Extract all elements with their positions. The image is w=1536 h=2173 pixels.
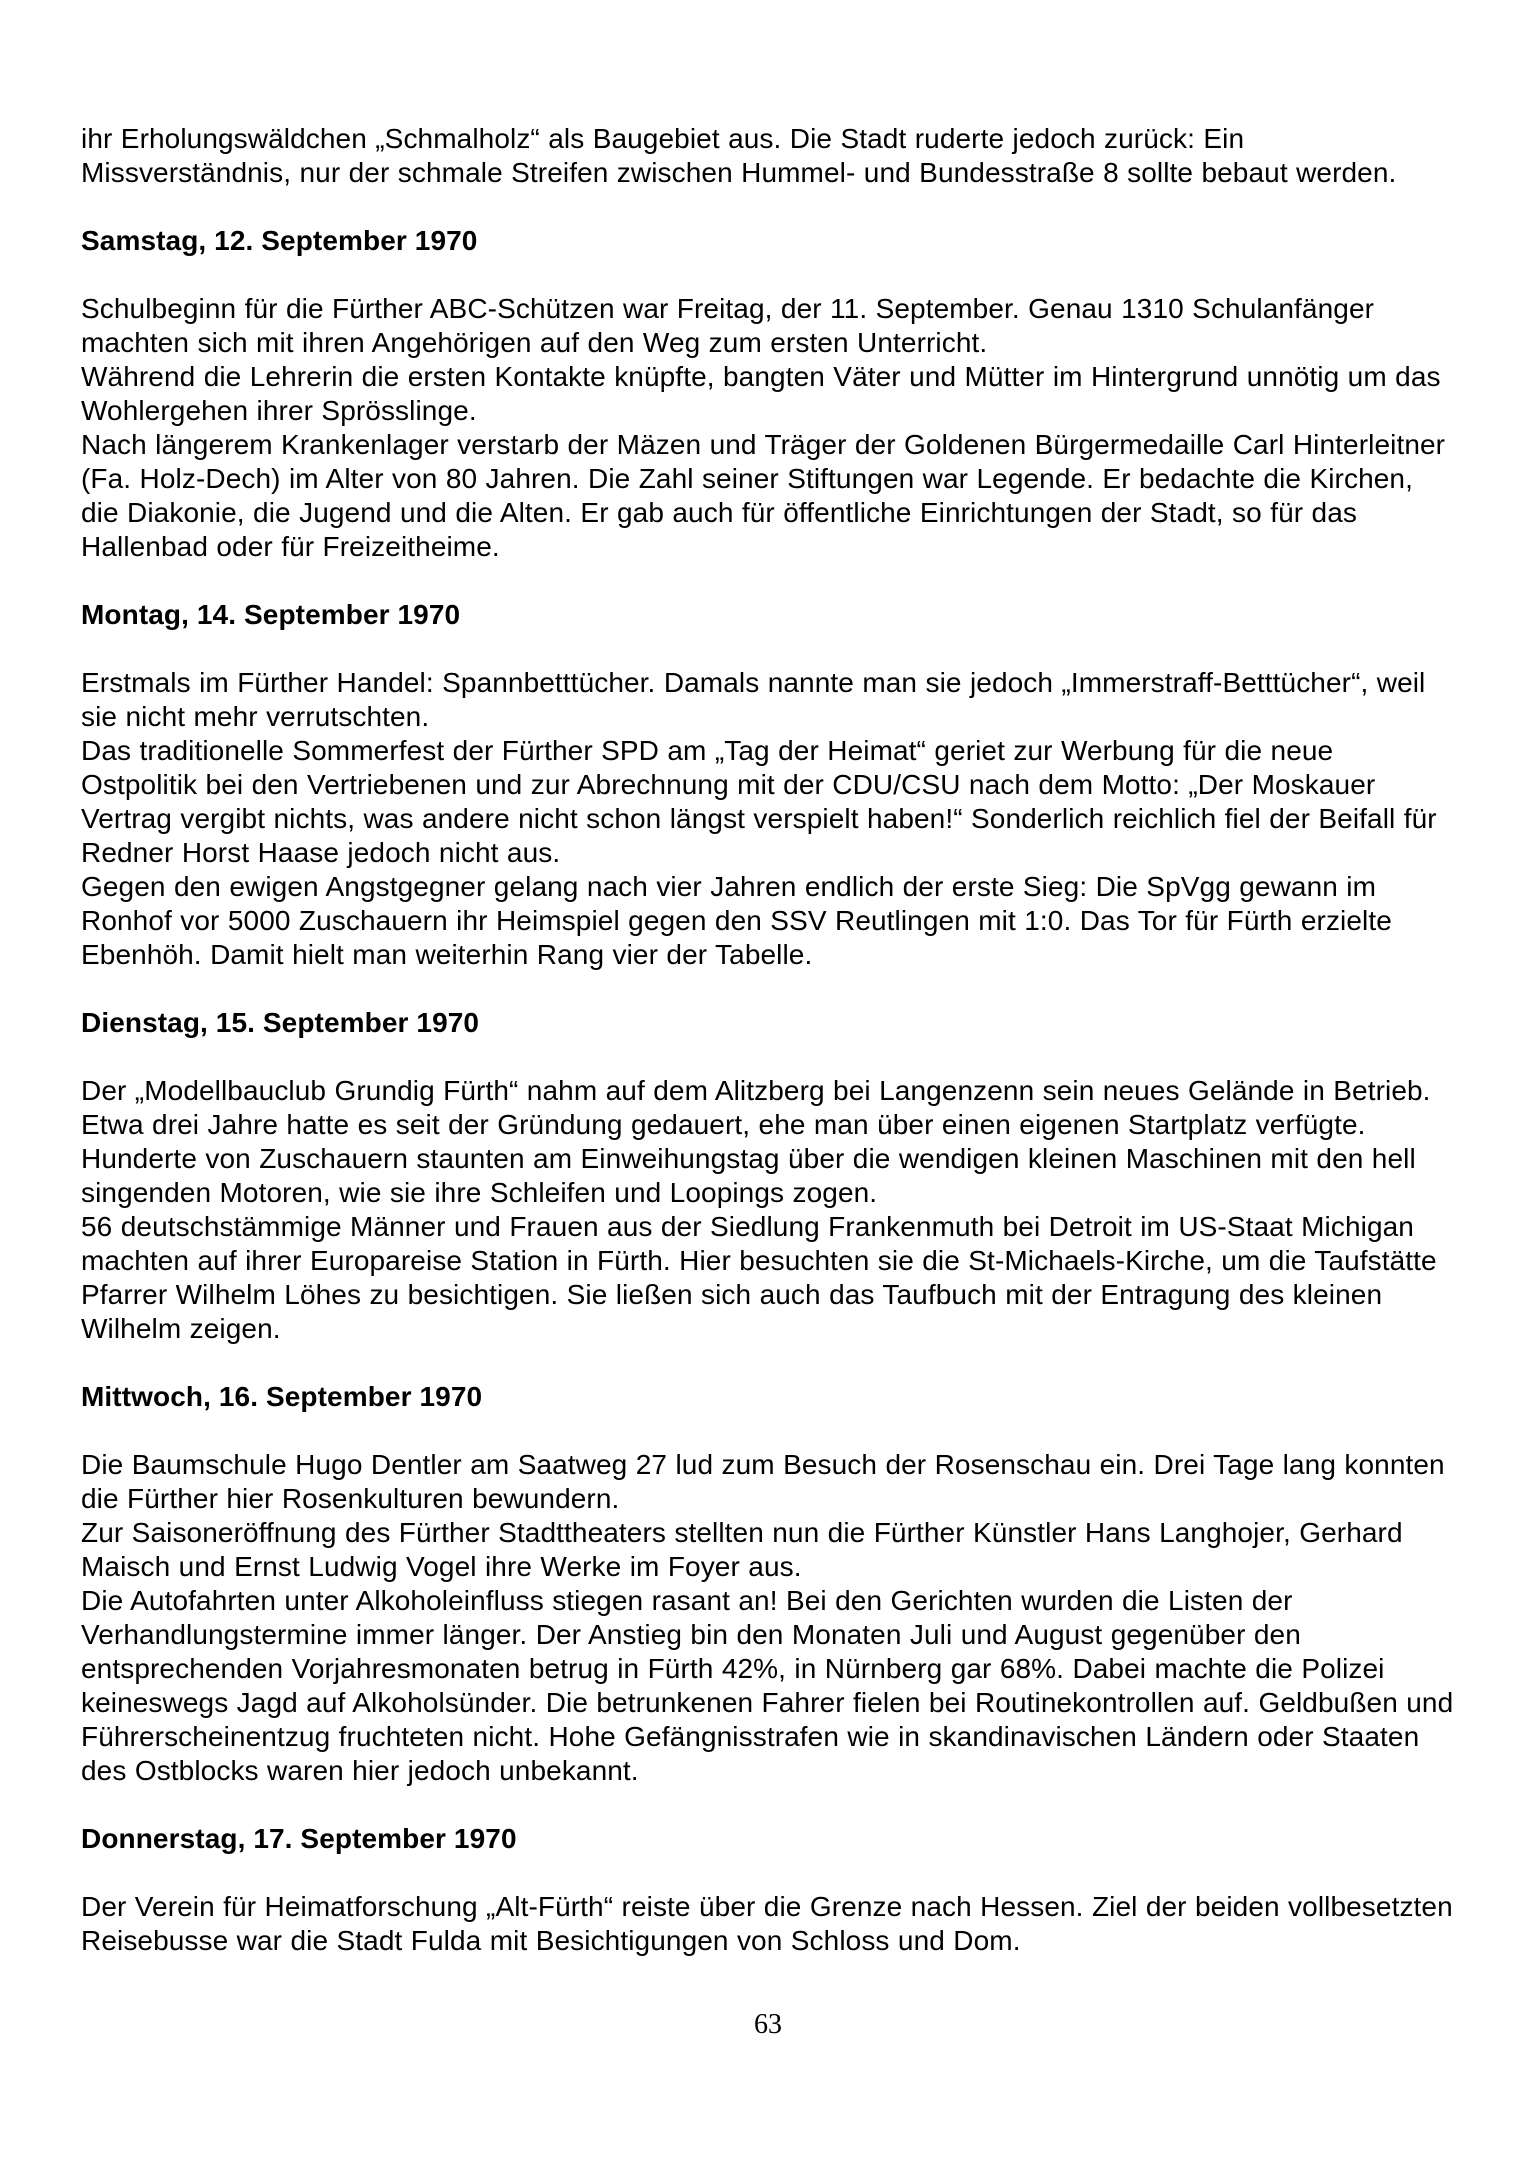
page-number: 63: [754, 2009, 782, 2040]
chronicle-section: [81, 224, 1454, 564]
section-date-heading: Donnerstag, 17. September 1970: [81, 1823, 517, 1854]
chronicle-section: [81, 1006, 1454, 1346]
section-paragraph: Die Baumschule Hugo Dentler am Saatweg 27 lud zum Besuch der Rosenschau ein. Drei Tage lang konnten die Fürther hier Rosenkulturen bewundern.: [81, 1449, 1445, 1514]
section-paragraph: Schulbeginn für die Fürther ABC-Schützen war Freitag, der 11. September. Genau 1310 Schulanfänger machten sich mit ihren Angehörigen auf den Weg zum ersten Unterricht.: [81, 293, 1375, 358]
sections-container: [81, 224, 1454, 1958]
section-paragraph: Die Autofahrten unter Alkoholeinfluss stiegen rasant an! Bei den Gerichten wurden die Listen der Verhandlungstermine immer länger. Der Anstieg bin den Monaten Juli und August gegenüber den entsprechenden Vorjahresmonaten betrug in Fürth 42%, in Nürnberg gar 68%. Dabei machte die Polizei keineswegs Jagd auf Alkoholsünder. Die betrunkenen Fahrer fielen bei Routinekontrollen auf. Geldbußen und Führerscheinentzug fruchteten nicht. Hohe Gefängnisstrafen wie in skandinavischen Ländern oder Staaten des Ostblocks waren hier jedoch unbekannt.: [81, 1585, 1454, 1786]
section-date-heading: Montag, 14. September 1970: [81, 599, 461, 630]
section-date-heading: Samstag, 12. September 1970: [81, 225, 478, 256]
section-paragraph: Der Verein für Heimatforschung „Alt-Fürth“ reiste über die Grenze nach Hessen. Ziel der beiden vollbesetzten Reisebusse war die Stadt Fulda mit Besichtigungen von Schloss und Dom.: [81, 1891, 1453, 1956]
chronicle-section: [81, 1380, 1454, 1788]
section-paragraph: Erstmals im Fürther Handel: Spannbetttücher. Damals nannte man sie jedoch „Immerstraff-Betttücher“, weil sie nicht mehr verrutschten.: [81, 667, 1426, 732]
intro-paragraph: ihr Erholungswäldchen „Schmalholz“ als Baugebiet aus. Die Stadt ruderte jedoch zurück: Ein Missverständnis, nur der schmale Streifen zwischen Hummel- und Bundesstraße 8 sollte bebaut werden.: [81, 123, 1397, 188]
section-date-heading: Dienstag, 15. September 1970: [81, 1007, 480, 1038]
section-paragraph: Das traditionelle Sommerfest der Fürther SPD am „Tag der Heimat“ geriet zur Werbung für die neue Ostpolitik bei den Vertriebenen und zur Abrechnung mit der CDU/CSU nach dem Motto: „Der Moskauer Vertrag vergibt nichts, was andere nicht schon längst verspielt haben!“ Sonderlich reichlich fiel der Beifall für Redner Horst Haase jedoch nicht aus.: [81, 735, 1437, 868]
chronicle-section: [81, 598, 1454, 972]
section-paragraph: Zur Saisoneröffnung des Fürther Stadttheaters stellten nun die Fürther Künstler Hans Langhojer, Gerhard Maisch und Ernst Ludwig Vogel ihre Werke im Foyer aus.: [81, 1517, 1403, 1582]
section-paragraph: 56 deutschstämmige Männer und Frauen aus der Siedlung Frankenmuth bei Detroit im US-Staat Michigan machten auf ihrer Europareise Station in Fürth. Hier besuchten sie die St-Michaels-Kirche, um die Taufstätte Pfarrer Wilhelm Löhes zu besichtigen. Sie ließen sich auch das Taufbuch mit der Entragung des kleinen Wilhelm zeigen.: [81, 1211, 1437, 1344]
chronicle-section: [81, 1822, 1454, 1958]
section-paragraph: Der „Modellbauclub Grundig Fürth“ nahm auf dem Alitzberg bei Langenzenn sein neues Gelände in Betrieb. Etwa drei Jahre hatte es seit der Gründung gedauert, ehe man über einen eigenen Startplatz verfügte. Hunderte von Zuschauern staunten am Einweihungstag über die wendigen kleinen Maschinen mit den hell singenden Motoren, wie sie ihre Schleifen und Loopings zogen.: [81, 1075, 1431, 1208]
section-paragraph: Während die Lehrerin die ersten Kontakte knüpfte, bangten Väter und Mütter im Hintergrund unnötig um das Wohlergehen ihrer Sprösslinge.: [81, 361, 1441, 426]
section-date-heading: Mittwoch, 16. September 1970: [81, 1381, 483, 1412]
section-paragraph: Gegen den ewigen Angstgegner gelang nach vier Jahren endlich der erste Sieg: Die SpVgg gewann im Ronhof vor 5000 Zuschauern ihr Heimspiel gegen den SSV Reutlingen mit 1:0. Das Tor für Fürth erzielte Ebenhöh. Damit hielt man weiterhin Rang vier der Tabelle.: [81, 871, 1392, 970]
section-paragraph: Nach längerem Krankenlager verstarb der Mäzen und Träger der Goldenen Bürgermedaille Carl Hinterleitner (Fa. Holz-Dech) im Alter von 80 Jahren. Die Zahl seiner Stiftungen war Legende. Er bedachte die Kirchen, die Diakonie, die Jugend und die Alten. Er gab auch für öffentliche Einrichtungen der Stadt, so für das Hallenbad oder für Freizeitheime.: [81, 429, 1446, 562]
